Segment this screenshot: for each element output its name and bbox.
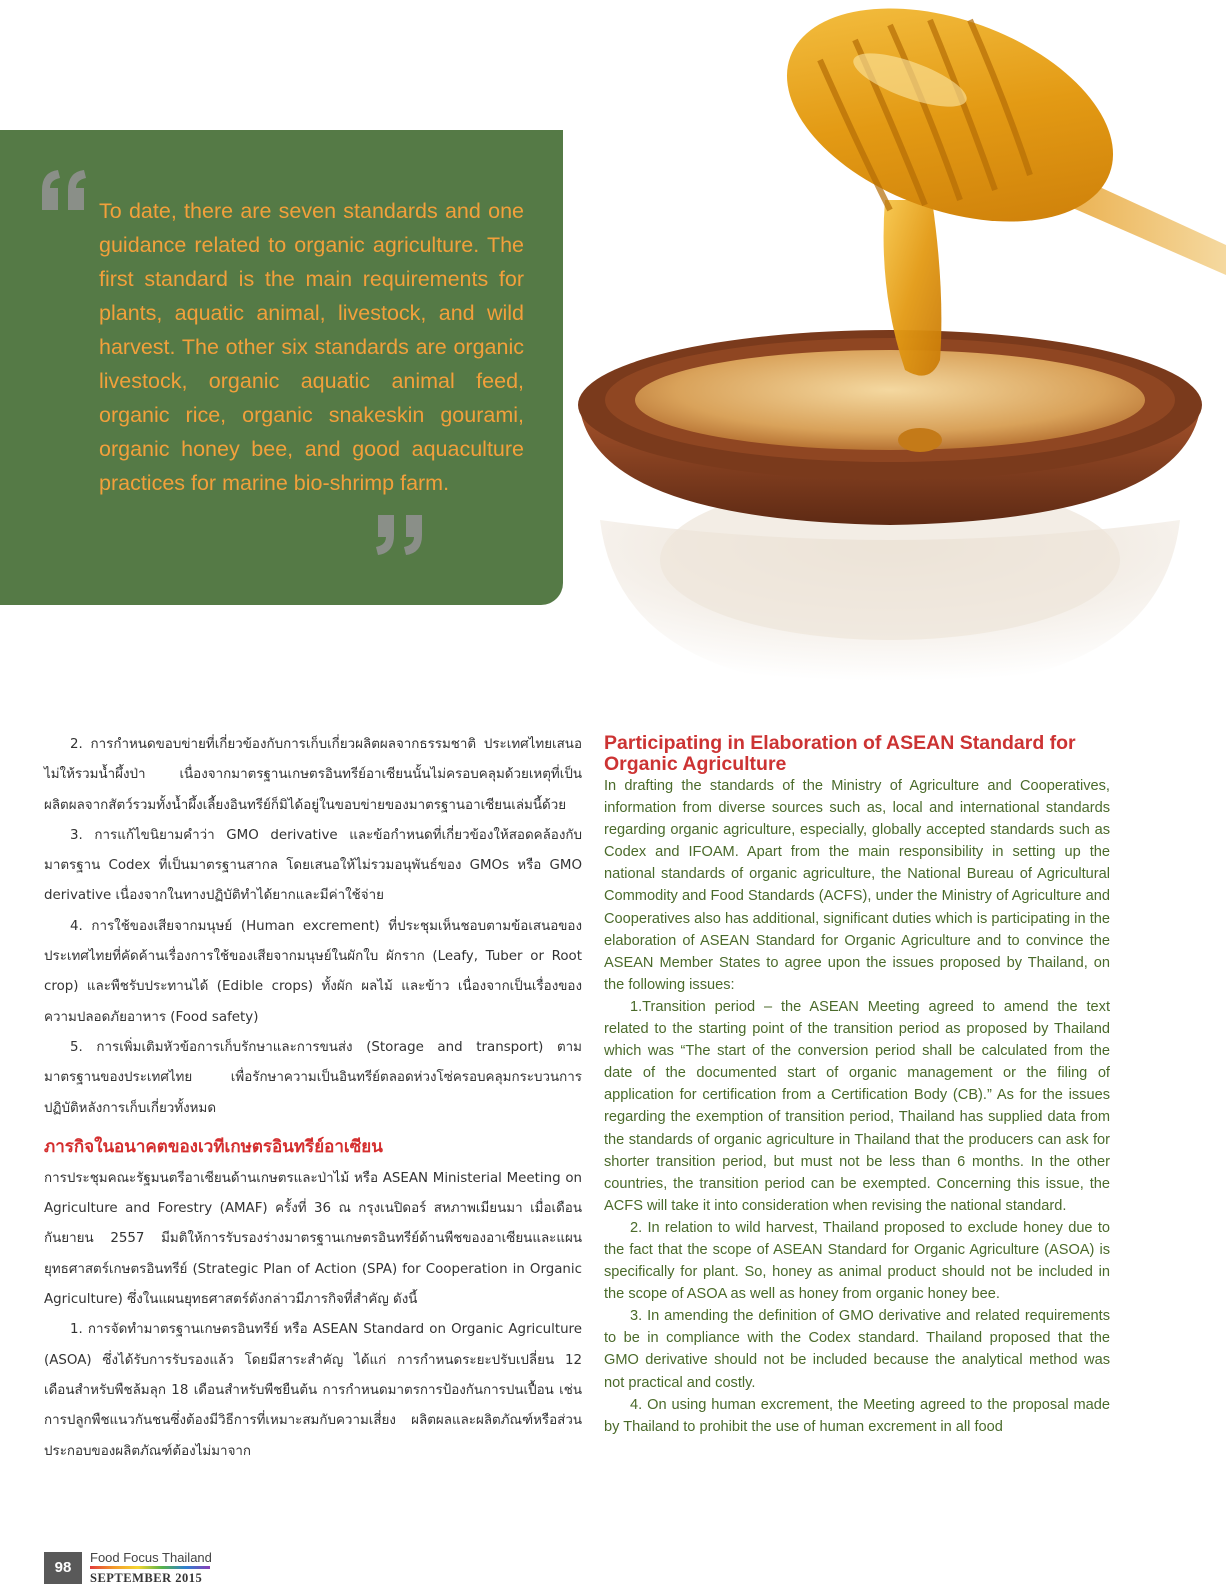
english-paragraph: 4. On using human excrement, the Meeting agreed to the proposal made by Thailand to prohibit the use of human excrement in all food [604, 1396, 1110, 1435]
thai-paragraph: 2. การกำหนดขอบข่ายที่เกี่ยวข้องกับการเก็บเกี่ยวผลิตผลจากธรรมชาติ ประเทศไทยเสนอไม่ให้รวมน้ำผึ้งป่า เนื่องจากมาตรฐานเกษตรอินทรีย์อาเซียนนั้นไม่ครอบคลุมด้วยเหตุที่เป็นผลิตผลจากสัตว์รวมทั้งน้ำผึ้งเลี้ยงอินทรีย์ก็มิได้อยู่ในขอบข่ายของมาตรฐานอาเซียนเล่มนี้ด้วย [44, 737, 582, 813]
thai-paragraph: 1. การจัดทำมาตรฐานเกษตรอินทรีย์ หรือ ASEAN Standard on Organic Agriculture (ASOA) ซึ่งได้รับการรับรองแล้ว โดยมีสาระสำคัญ ได้แก่ การกำหนดระยะปรับเปลี่ยน 12 เดือนสำหรับพืชล้มลุก 18 เดือนสำหรับพืชยืนต้น การกำหนดมาตรการป้องกันการปนเปื้อน เช่นการปลูกพืชแนวกันชนซึ่งต้องมีวิธีการที่เหมาะสมกับความเสี่ยง ผลิตผลและผลิตภัณฑ์หรือส่วนประกอบของผลิตภัณฑ์ต้องไม่มาจาก [44, 1322, 582, 1459]
english-paragraph: 1.Transition period – the ASEAN Meeting agreed to amend the text related to the starting point of the transition period as proposed by Thailand which was “The start of the conversion period shall be calculated from the date of the documented start of organic management or the filing of application for certification from a Certification Body (CB).” As for the issues regarding the exemption of transition period, Thailand has supplied data from the standards of organic agriculture in Thailand that the producers can ask for shorter transition period, but must not be less than 6 months. In the other countries, the transition period can be exempted. Concerning this issue, the ACFS will take it into consideration when revising the national standard. [604, 998, 1110, 1214]
issue-date: SEPTEMBER 2015 [90, 1571, 203, 1585]
quote-close-icon [370, 515, 430, 555]
english-paragraph: 3. In amending the definition of GMO derivative and related requirements to be in compliance with the Codex standard. Thailand proposed that the GMO derivative should not be included because the analytical method was not practical and costly. [604, 1308, 1110, 1391]
english-article-column [604, 733, 1110, 1438]
thai-paragraph: 4. การใช้ของเสียจากมนุษย์ (Human excrement) ที่ประชุมเห็นชอบตามข้อเสนอของประเทศไทยที่คัดค้านเรื่องการใช้ของเสียจากมนุษย์ในผักใบ ผักราก (Leafy, Tuber or Root crop) และพืชรับประทานได้ (Edible crops) ทั้งผัก ผลไม้ และข้าว เนื่องจากเป็นเรื่องของความปลอดภัยอาหาร (Food safety) [44, 918, 582, 1025]
english-section-heading: Participating in Elaboration of ASEAN Standard for Organic Agriculture [604, 732, 1076, 775]
rainbow-divider [90, 1566, 210, 1569]
thai-section-heading: ภารกิจในอนาคตของเวทีเกษตรอินทรีย์อาเซียน [44, 1136, 383, 1157]
english-paragraph: In drafting the standards of the Ministry of Agriculture and Cooperatives, information from diverse sources such as, local and international standards regarding organic agriculture, especially, globally accepted standards such as Codex and IFOAM. Apart from the main responsibility in setting up the national standards of organic agriculture, the National Bureau of Agricultural Commodity and Food Standards (ACFS), under the Ministry of Agriculture and Cooperatives also has additional, significant duties which is participating in the elaboration of ASEAN Standard for Organic Agriculture and to convince the ASEAN Member States to agree upon the issues proposed by Thailand, on the following issues: [604, 778, 1110, 993]
thai-paragraph: 5. การเพิ่มเติมหัวข้อการเก็บรักษาและการขนส่ง (Storage and transport) ตามมาตรฐานของประเทศไทย เพื่อรักษาความเป็นอินทรีย์ตลอดห่วงโซ่ครอบคลุมกระบวนการปฏิบัติหลังการเก็บเกี่ยวทั้งหมด [44, 1039, 582, 1116]
honey-dipper-image [560, 0, 1226, 690]
pull-quote-box [0, 130, 563, 605]
thai-article-column [44, 730, 582, 1467]
quote-open-icon [38, 170, 90, 210]
page-number: 98 [44, 1552, 82, 1584]
english-paragraph: 2. In relation to wild harvest, Thailand proposed to exclude honey due to the fact that the scope of ASEAN Standard for Organic Agriculture (ASOA) is specifically for plant. So, honey as animal product should not be included in the scope of ASOA as well as honey from organic honey bee. [604, 1219, 1110, 1303]
thai-paragraph: 3. การแก้ไขนิยามคำว่า GMO derivative และข้อกำหนดที่เกี่ยวข้องให้สอดคล้องกับมาตรฐาน Codex ที่เป็นมาตรฐานสากล โดยเสนอให้ไม่รวมอนุพันธ์ของ GMOs หรือ GMO derivative เนื่องจากในทางปฏิบัติทำได้ยากและมีค่าใช้จ่าย [44, 827, 582, 904]
magazine-name: Food Focus Thailand [90, 1550, 212, 1565]
thai-paragraph: การประชุมคณะรัฐมนตรีอาเซียนด้านเกษตรและป่าไม้ หรือ ASEAN Ministerial Meeting on Agriculture and Forestry (AMAF) ครั้งที่ 36 ณ กรุงเนปิดอร์ สหภาพเมียนมา เมื่อเดือนกันยายน 2557 มีมติให้การรับรองร่างมาตรฐานเกษตรอินทรีย์ด้านพืชของอาเซียนและแผนยุทธศาสตร์เกษตรอินทรีย์ (Strategic Plan of Action (SPA) for Cooperation in Organic Agriculture) ซึ่งในแผนยุทธศาสตร์ดังกล่าวมีภารกิจที่สำคัญ ดังนี้ [44, 1170, 582, 1308]
pull-quote-text: To date, there are seven standards and one guidance related to organic agriculture. The first standard is the main requirements for plants, aquatic animal, livestock, and wild harvest. The other six standards are organic livestock, organic aquatic animal feed, organic rice, organic snakeskin gourami, organic honey bee, and good aquaculture practices for marine bio-shrimp farm. [99, 199, 524, 495]
